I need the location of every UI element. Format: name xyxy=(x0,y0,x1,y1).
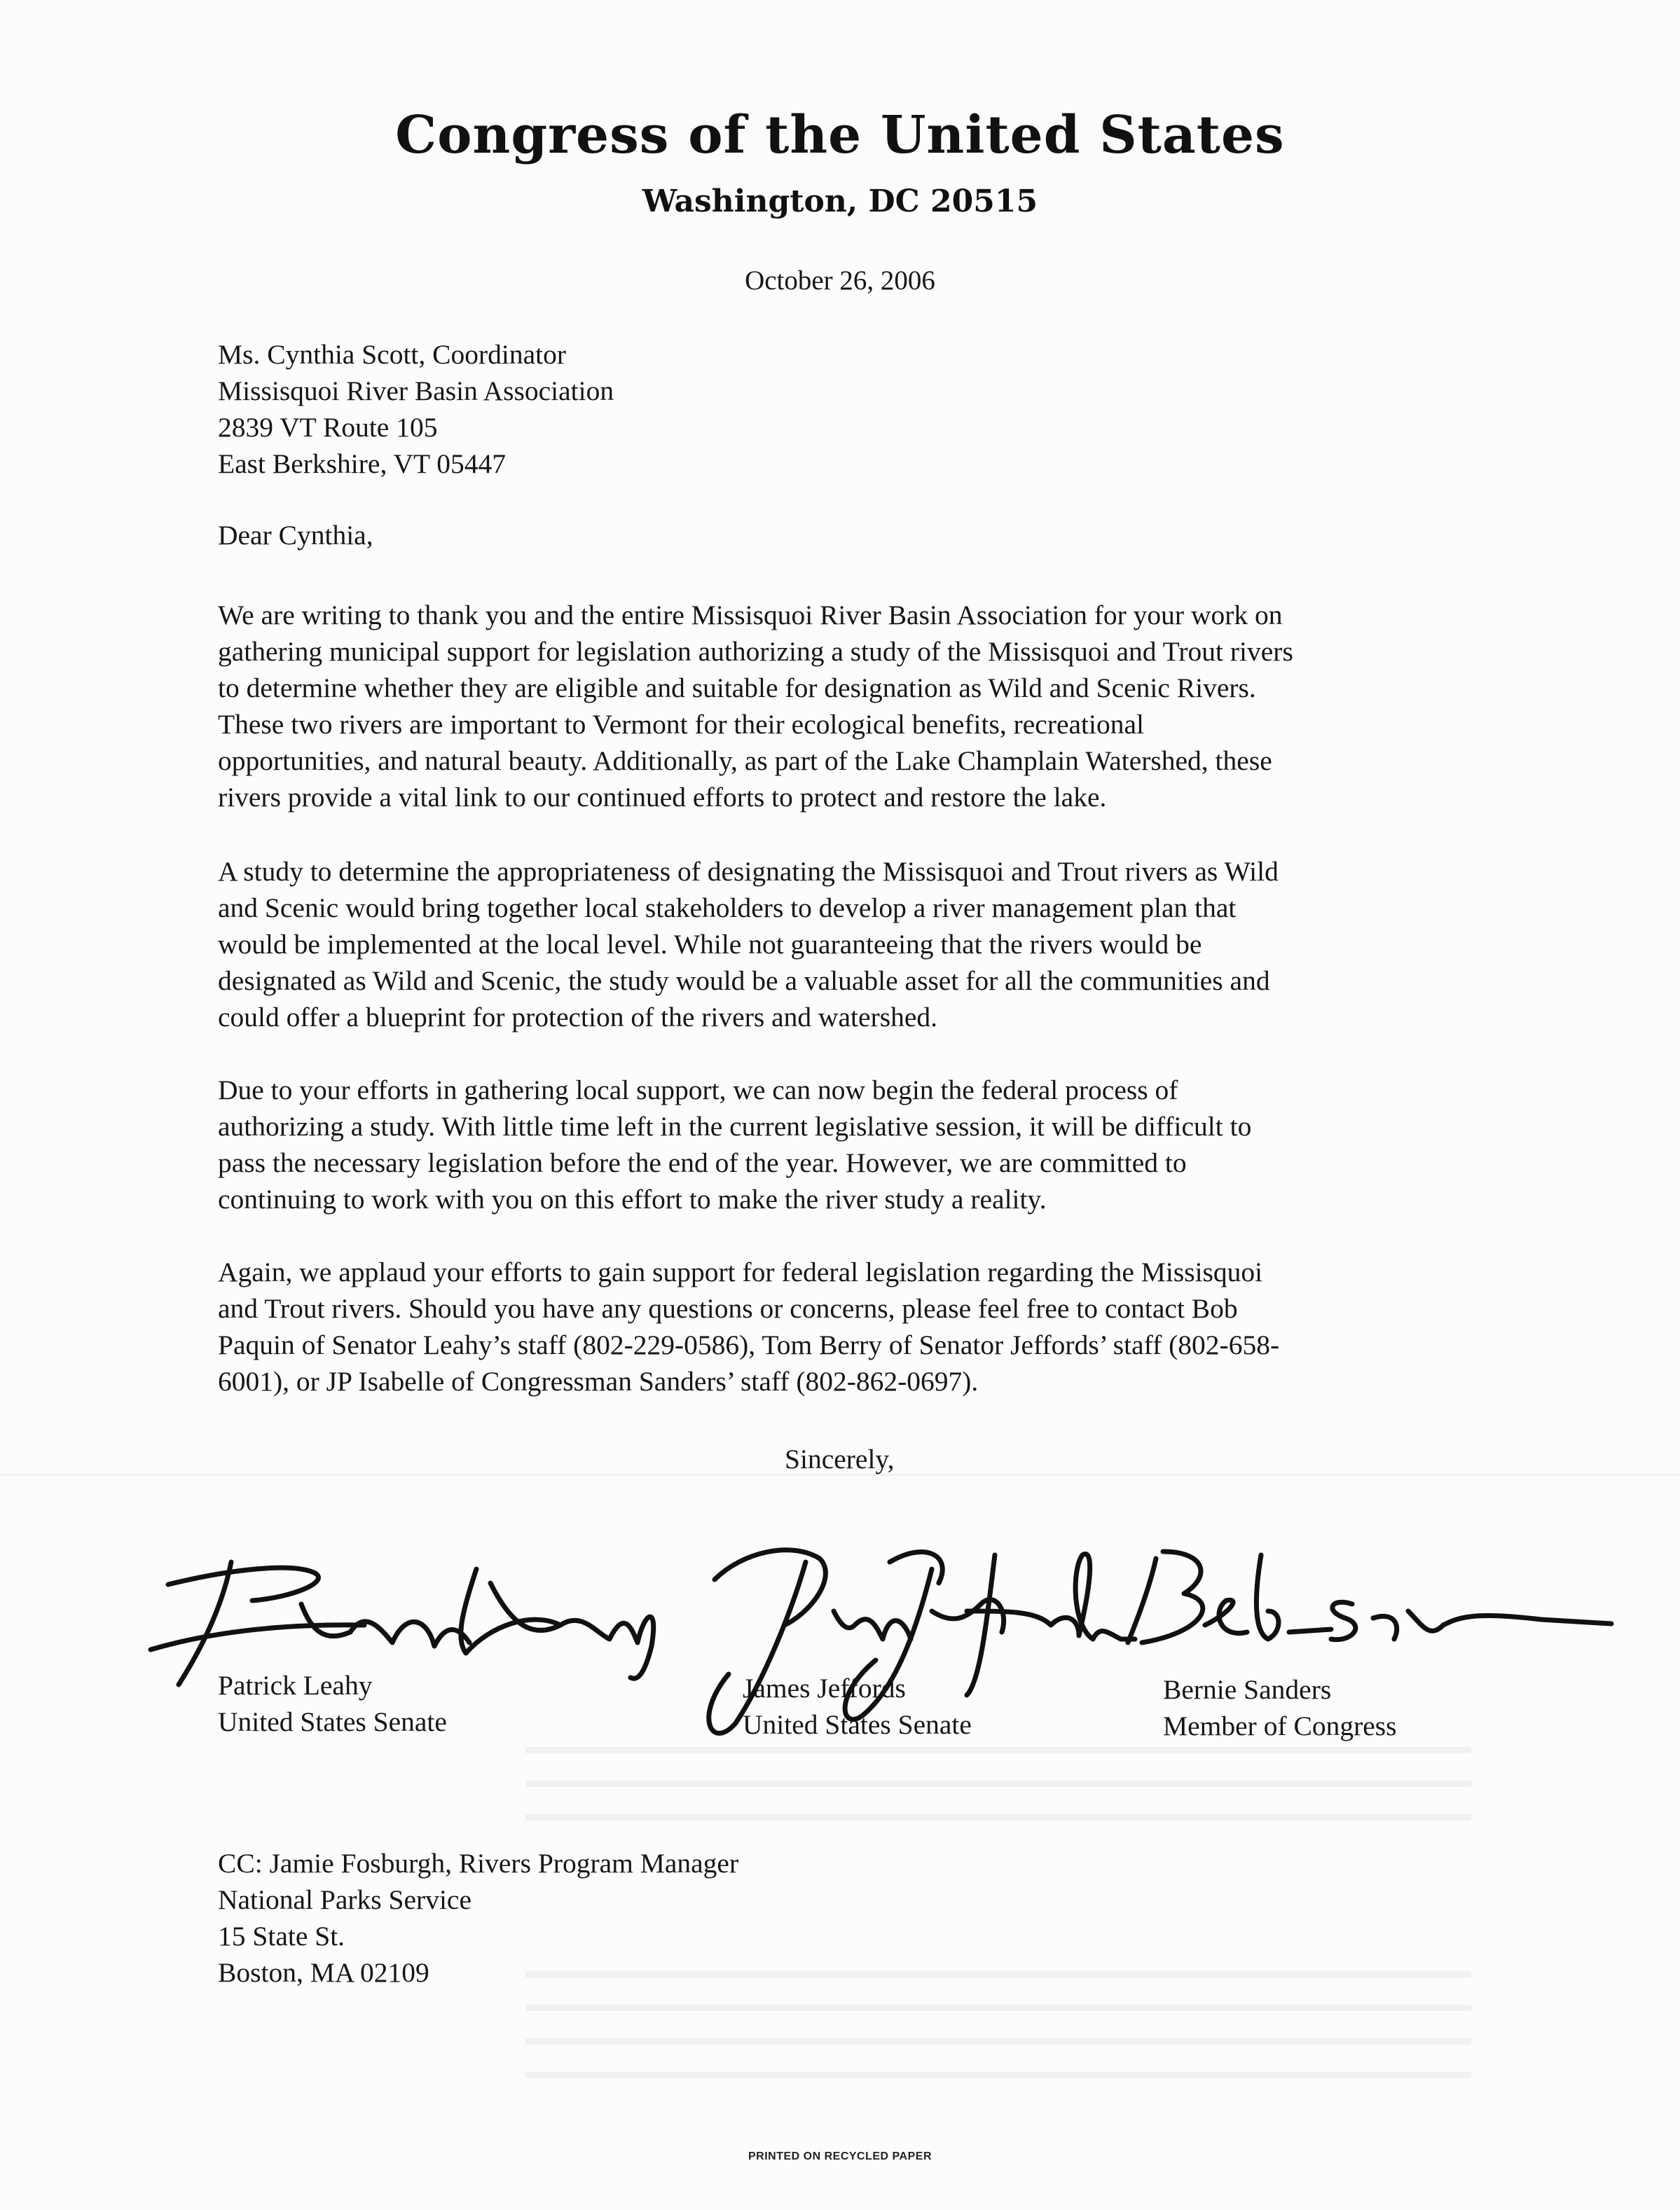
paragraph-line: opportunities, and natural beauty. Additionally, as part of the Lake Champlain Watershed, these xyxy=(218,745,1272,776)
paragraph-line: designated as Wild and Scenic, the study would be a valuable asset for all the communities and xyxy=(218,965,1270,996)
signatory-title: United States Senate xyxy=(743,1709,972,1740)
cc-line: Boston, MA 02109 xyxy=(218,1957,429,1988)
recipient-address xyxy=(218,336,614,482)
letter-date: October 26, 2006 xyxy=(745,265,935,296)
paragraph-line: to determine whether they are eligible and suitable for designation as Wild and Scenic Rivers. xyxy=(218,672,1256,703)
signatory-name: Bernie Sanders xyxy=(1163,1674,1332,1705)
paragraph-line: and Trout rivers. Should you have any questions or concerns, please feel free to contact Bob xyxy=(218,1293,1238,1324)
cc-line: 15 State St. xyxy=(218,1921,345,1952)
paragraph-line: Again, we applaud your efforts to gain support for federal legislation regarding the Missisquoi xyxy=(218,1257,1263,1287)
signatory-sanders xyxy=(1163,1671,1397,1744)
paragraph-line: gathering municipal support for legislation authorizing a study of the Missisquoi and Trout rivers xyxy=(218,636,1293,667)
recipient-line: 2839 VT Route 105 xyxy=(218,412,438,443)
signatory-jeffords xyxy=(743,1670,972,1743)
paragraph-line: 6001), or JP Isabelle of Congressman Sanders’ staff (802-862-0697). xyxy=(218,1366,979,1397)
recycled-paper-footer: PRINTED ON RECYCLED PAPER xyxy=(748,2150,932,2162)
cc-line: CC: Jamie Fosburgh, Rivers Program Manager xyxy=(218,1848,739,1879)
cc-block xyxy=(218,1845,738,1991)
paragraph-line: and Scenic would bring together local stakeholders to develop a river management plan that xyxy=(218,892,1237,923)
bleed-through-texture xyxy=(224,1730,1471,1831)
signatory-title: United States Senate xyxy=(218,1706,447,1737)
paragraph-line: pass the necessary legislation before the end of the year. However, we are committed to xyxy=(218,1147,1187,1178)
paragraph-line: continuing to work with you on this effort to make the river study a reality. xyxy=(218,1184,1047,1215)
body-paragraph-3 xyxy=(218,1072,1479,1217)
signature-sanders xyxy=(1128,1552,1611,1643)
signature-leahy xyxy=(151,1562,654,1685)
letterhead-title: Congress of the United States xyxy=(395,105,1285,165)
paragraph-line: Paquin of Senator Leahy’s staff (802-229-0586), Tom Berry of Senator Jeffords’ staff (802-658- xyxy=(218,1330,1280,1360)
recipient-line: Missisquoi River Basin Association xyxy=(218,375,614,406)
closing: Sincerely, xyxy=(785,1444,895,1475)
paragraph-line: authorizing a study. With little time left in the current legislative session, it will be difficult to xyxy=(218,1111,1252,1142)
paragraph-line: These two rivers are important to Vermont for their ecological benefits, recreational xyxy=(218,709,1145,740)
recipient-line: East Berkshire, VT 05447 xyxy=(218,448,507,479)
signatory-name: Patrick Leahy xyxy=(218,1670,373,1701)
signatory-leahy xyxy=(218,1667,447,1740)
body-paragraph-2 xyxy=(218,853,1479,1035)
signatory-name: James Jeffords xyxy=(743,1673,906,1704)
paragraph-line: would be implemented at the local level. While not guaranteeing that the rivers would be xyxy=(218,929,1202,960)
letterhead-subtitle: Washington, DC 20515 xyxy=(642,184,1038,219)
paragraph-line: We are writing to thank you and the entire Missisquoi River Basin Association for your work on xyxy=(218,600,1283,630)
body-paragraph-1 xyxy=(218,597,1479,815)
salutation: Dear Cynthia, xyxy=(218,520,373,551)
recipient-line: Ms. Cynthia Scott, Coordinator xyxy=(218,339,567,370)
paragraph-line: A study to determine the appropriateness of designating the Missisquoi and Trout rivers as Wild xyxy=(218,856,1279,887)
paragraph-line: rivers provide a vital link to our continued efforts to protect and restore the lake. xyxy=(218,782,1107,813)
signatory-title: Member of Congress xyxy=(1163,1711,1397,1741)
paragraph-line: Due to your efforts in gathering local support, we can now begin the federal process of xyxy=(218,1075,1178,1105)
cc-line: National Parks Service xyxy=(218,1884,471,1915)
paragraph-line: could offer a blueprint for protection of the rivers and watershed. xyxy=(218,1002,937,1033)
body-paragraph-4 xyxy=(218,1254,1479,1400)
